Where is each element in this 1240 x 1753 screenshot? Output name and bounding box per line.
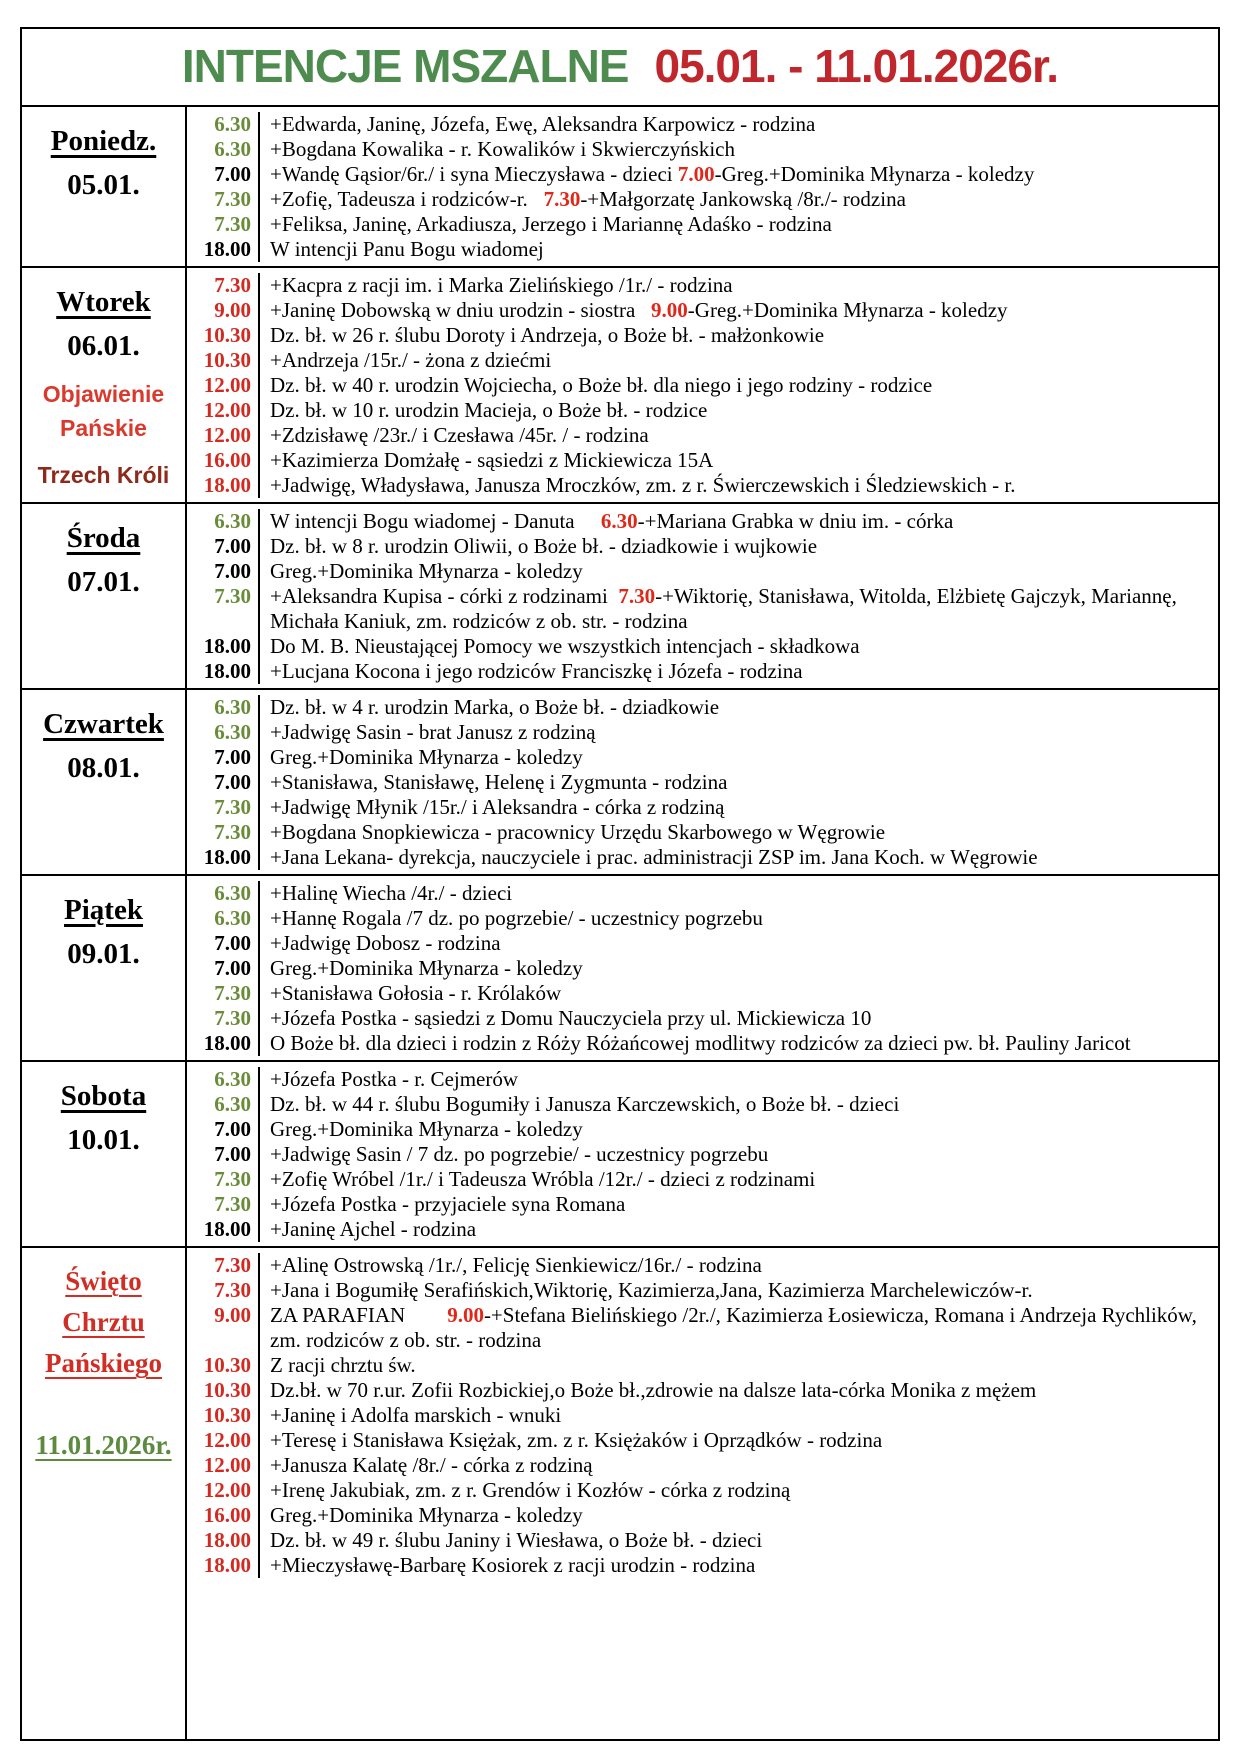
day-label — [22, 107, 187, 266]
day-label-line: Chrztu — [62, 1307, 145, 1338]
mass-intention-text — [260, 1428, 1218, 1453]
mass-time: 7.30 — [187, 1167, 260, 1192]
mass-intention-row — [187, 1067, 1218, 1092]
mass-intention-text — [260, 1528, 1218, 1553]
mass-intention-text — [260, 1478, 1218, 1503]
intention-segment: +Aleksandra Kupisa - córki z rodzinami — [270, 584, 619, 608]
mass-intention-text — [260, 1006, 1218, 1031]
mass-time: 7.30 — [187, 187, 260, 212]
day-label-line: 10.01. — [67, 1124, 140, 1157]
mass-intention-row — [187, 162, 1218, 187]
mass-intention-row — [187, 1503, 1218, 1528]
mass-time: 7.30 — [187, 1192, 260, 1217]
mass-time: 6.30 — [187, 1092, 260, 1117]
mass-intention-row — [187, 1553, 1218, 1578]
mass-intention-text — [260, 423, 1218, 448]
intention-segment: W intencji Bogu wiadomej - Danuta — [270, 509, 601, 533]
intention-segment: Do M. B. Nieustającej Pomocy we wszystkich intencjach - składkowa — [270, 634, 860, 658]
mass-time: 6.30 — [187, 509, 260, 534]
intention-segment: -+Stefana Bielińskiego /2r./, Kazimierza Łosiewicza, Romana i Andrzeja Rychlików, zm. rodziców z ob. str. - rodzina — [270, 1303, 1203, 1352]
intention-segment: -+Mariana Grabka w dniu im. - córka — [637, 509, 954, 533]
mass-intention-row — [187, 881, 1218, 906]
mass-time: 6.30 — [187, 112, 260, 137]
mass-intention-text — [260, 398, 1218, 423]
mass-time: 9.00 — [187, 298, 260, 323]
mass-intention-text — [260, 584, 1218, 634]
mass-intention-text — [260, 298, 1218, 323]
day-label-line: Piątek — [64, 894, 143, 926]
mass-time: 18.00 — [187, 473, 260, 498]
day-label — [22, 268, 187, 502]
mass-intention-text — [260, 1453, 1218, 1478]
intention-segment: +Jadwigę Sasin / 7 dz. po pogrzebie/ - uczestnicy pogrzebu — [270, 1142, 769, 1166]
mass-time: 12.00 — [187, 1478, 260, 1503]
intention-segment: -+Wiktorię, Stanisława, Witolda, Elżbietę Gajczyk, Mariannę, Michała Kaniuk, zm. rodziców z ob. str. - rodzina — [270, 584, 1183, 633]
day-label-line: 09.01. — [67, 938, 140, 971]
mass-intention-row — [187, 398, 1218, 423]
mass-intention-row — [187, 1278, 1218, 1303]
mass-intention-row — [187, 906, 1218, 931]
mass-time: 18.00 — [187, 634, 260, 659]
intention-segment: +Kazimierza Domżałę - sąsiedzi z Mickiewicza 15A — [270, 448, 714, 472]
day-label-line: Pańskiego — [44, 1348, 163, 1379]
mass-intention-text — [260, 695, 1218, 720]
intentions-list — [187, 1248, 1218, 1739]
intention-segment: Dz. bł. w 44 r. ślubu Bogumiły i Janusza Karczewskich, o Boże bł. - dzieci — [270, 1092, 900, 1116]
mass-intention-text — [260, 1553, 1218, 1578]
mass-time: 7.00 — [187, 1117, 260, 1142]
intention-segment: Dz. bł. w 4 r. urodzin Marka, o Boże bł. - dziadkowie — [270, 695, 720, 719]
mass-time: 6.30 — [187, 881, 260, 906]
day-label-line: 08.01. — [67, 752, 140, 785]
mass-intention-text — [260, 1142, 1218, 1167]
intention-segment: +Kacpra z racji im. i Marka Zielińskiego /1r./ - rodzina — [270, 273, 733, 297]
mass-intention-row — [187, 212, 1218, 237]
mass-time: 7.30 — [187, 1253, 260, 1278]
mass-intention-text — [260, 1067, 1218, 1092]
mass-intention-text — [260, 820, 1218, 845]
intention-segment: Dz. bł. w 49 r. ślubu Janiny i Wiesława, o Boże bł. - dzieci — [270, 1528, 763, 1552]
intention-segment: +Zofię, Tadeusza i rodziców-r. — [270, 187, 544, 211]
mass-time: 6.30 — [187, 695, 260, 720]
day-label-line: Święto — [65, 1266, 142, 1296]
inline-time-highlight: 7.30 — [618, 584, 656, 608]
intention-segment: -+Małgorzatę Jankowską /8r./- rodzina — [580, 187, 906, 211]
intention-segment: +Mieczysławę-Barbarę Kosiorek z racji urodzin - rodzina — [270, 1553, 756, 1577]
intention-segment: +Józefa Postka - sąsiedzi z Domu Nauczyciela przy ul. Mickiewicza 10 — [270, 1006, 872, 1030]
mass-intention-text — [260, 373, 1218, 398]
mass-intention-row — [187, 423, 1218, 448]
mass-intention-text — [260, 1303, 1218, 1353]
mass-intention-row — [187, 187, 1218, 212]
page-title: INTENCJE MSZALNE — [181, 40, 629, 92]
mass-intention-row — [187, 931, 1218, 956]
mass-intention-row — [187, 1006, 1218, 1031]
mass-intention-text — [260, 1378, 1218, 1403]
mass-time: 7.00 — [187, 745, 260, 770]
day-label — [22, 504, 187, 688]
intentions-list — [187, 1062, 1218, 1246]
mass-time: 7.00 — [187, 770, 260, 795]
mass-time: 7.30 — [187, 795, 260, 820]
mass-intention-text — [260, 720, 1218, 745]
mass-intention-row — [187, 1092, 1218, 1117]
mass-intention-row — [187, 1378, 1218, 1403]
mass-intention-row — [187, 534, 1218, 559]
mass-intention-text — [260, 1403, 1218, 1428]
mass-intention-row — [187, 1217, 1218, 1242]
mass-intention-text — [260, 1278, 1218, 1303]
mass-time: 9.00 — [187, 1303, 260, 1353]
intention-segment: -Greg.+Dominika Młynarza - koledzy — [687, 298, 1008, 322]
intention-segment: +Edwarda, Janinę, Józefa, Ewę, Aleksandra Karpowicz - rodzina — [270, 112, 816, 136]
intention-segment: ZA PARAFIAN — [270, 1303, 448, 1327]
mass-intention-text — [260, 559, 1218, 584]
mass-time: 7.30 — [187, 273, 260, 298]
intention-segment: Greg.+Dominika Młynarza - koledzy — [270, 559, 583, 583]
intention-segment: Greg.+Dominika Młynarza - koledzy — [270, 1503, 583, 1527]
mass-time: 6.30 — [187, 906, 260, 931]
inline-time-highlight: 9.00 — [651, 298, 688, 322]
mass-time: 10.30 — [187, 1353, 260, 1378]
mass-intention-row — [187, 981, 1218, 1006]
mass-intention-row — [187, 137, 1218, 162]
day-label — [22, 690, 187, 874]
mass-time: 7.00 — [187, 534, 260, 559]
mass-intention-text — [260, 237, 1218, 262]
mass-intention-row — [187, 373, 1218, 398]
mass-time: 6.30 — [187, 1067, 260, 1092]
mass-time: 16.00 — [187, 1503, 260, 1528]
intention-segment: Dz. bł. w 26 r. ślubu Doroty i Andrzeja, o Boże bł. - małżonkowie — [270, 323, 825, 347]
mass-intention-row — [187, 448, 1218, 473]
intention-segment: O Boże bł. dla dzieci i rodzin z Róży Różańcowej modlitwy rodziców za dzieci pw. bł. Pauliny Jaricot — [270, 1031, 1131, 1055]
mass-intention-row — [187, 509, 1218, 534]
inline-time-highlight: 7.30 — [543, 187, 581, 211]
intention-segment: +Jadwigę, Władysława, Janusza Mroczków, zm. z r. Świerczewskich i Śledziewskich - r. — [270, 473, 1016, 497]
mass-intention-text — [260, 1217, 1218, 1242]
mass-intention-row — [187, 720, 1218, 745]
day-label-line: Poniedz. — [50, 125, 157, 157]
mass-intention-row — [187, 845, 1218, 870]
intention-segment: +Wandę Gąsior/6r./ i syna Mieczysława - dzieci — [270, 162, 678, 186]
mass-time: 7.30 — [187, 584, 260, 634]
mass-intention-text — [260, 931, 1218, 956]
mass-time: 18.00 — [187, 1031, 260, 1056]
intentions-list — [187, 690, 1218, 874]
mass-intention-text — [260, 212, 1218, 237]
intention-segment: Dz. bł. w 10 r. urodzin Macieja, o Boże bł. - rodzice — [270, 398, 708, 422]
mass-intention-row — [187, 348, 1218, 373]
mass-intention-row — [187, 745, 1218, 770]
mass-intention-row — [187, 112, 1218, 137]
mass-time: 7.00 — [187, 559, 260, 584]
mass-intention-row — [187, 634, 1218, 659]
mass-intention-row — [187, 1478, 1218, 1503]
intention-segment: W intencji Panu Bogu wiadomej — [270, 237, 544, 261]
mass-time: 18.00 — [187, 1217, 260, 1242]
mass-intention-text — [260, 906, 1218, 931]
mass-intention-text — [260, 845, 1218, 870]
intention-segment: Greg.+Dominika Młynarza - koledzy — [270, 1117, 583, 1141]
mass-intention-text — [260, 137, 1218, 162]
intentions-list — [187, 504, 1218, 688]
mass-time: 7.00 — [187, 1142, 260, 1167]
mass-intention-row — [187, 659, 1218, 684]
mass-time: 7.30 — [187, 1278, 260, 1303]
day-section — [22, 107, 1218, 268]
schedule-table — [20, 27, 1220, 1741]
inline-time-highlight: 6.30 — [600, 509, 638, 533]
mass-time: 7.30 — [187, 820, 260, 845]
intention-segment: +Janinę i Adolfa marskich - wnuki — [270, 1403, 562, 1427]
day-label-line: Wtorek — [56, 286, 151, 318]
mass-time: 18.00 — [187, 1553, 260, 1578]
day-section — [22, 1248, 1218, 1739]
table-header — [22, 29, 1218, 107]
mass-intention-text — [260, 323, 1218, 348]
mass-intention-text — [260, 1192, 1218, 1217]
mass-intention-row — [187, 1528, 1218, 1553]
mass-intention-text — [260, 1031, 1218, 1056]
day-label — [22, 876, 187, 1060]
intention-segment: -Greg.+Dominika Młynarza - koledzy — [714, 162, 1035, 186]
mass-intention-text — [260, 187, 1218, 212]
mass-time: 6.30 — [187, 720, 260, 745]
mass-intention-text — [260, 448, 1218, 473]
intentions-list — [187, 268, 1218, 502]
day-section — [22, 690, 1218, 876]
mass-intention-row — [187, 273, 1218, 298]
intention-segment: +Feliksa, Janinę, Arkadiusza, Jerzego i Mariannę Adaśko - rodzina — [270, 212, 832, 236]
mass-intention-row — [187, 770, 1218, 795]
mass-intention-row — [187, 1428, 1218, 1453]
mass-intention-text — [260, 1167, 1218, 1192]
day-label-line: 07.01. — [67, 566, 140, 599]
mass-intention-text — [260, 659, 1218, 684]
mass-intention-row — [187, 1117, 1218, 1142]
intention-segment: +Teresę i Stanisława Księżak, zm. z r. Księżaków i Oprządków - rodzina — [270, 1428, 883, 1452]
intention-segment: +Jadwigę Sasin - brat Janusz z rodziną — [270, 720, 596, 744]
mass-time: 12.00 — [187, 373, 260, 398]
mass-intention-text — [260, 770, 1218, 795]
mass-intention-text — [260, 881, 1218, 906]
mass-time: 7.30 — [187, 1006, 260, 1031]
mass-time: 7.30 — [187, 212, 260, 237]
intention-segment: +Stanisława Gołosia - r. Królaków — [270, 981, 562, 1005]
mass-intention-text — [260, 509, 1218, 534]
mass-intention-text — [260, 112, 1218, 137]
mass-intention-row — [187, 298, 1218, 323]
day-label-line: 11.01.2026r. — [35, 1430, 172, 1461]
day-section — [22, 268, 1218, 504]
mass-intention-text — [260, 1503, 1218, 1528]
mass-intention-row — [187, 795, 1218, 820]
intention-segment: +Stanisława, Stanisławę, Helenę i Zygmunta - rodzina — [270, 770, 728, 794]
mass-time: 12.00 — [187, 423, 260, 448]
mass-time: 7.30 — [187, 981, 260, 1006]
mass-intention-row — [187, 1353, 1218, 1378]
mass-intention-row — [187, 1192, 1218, 1217]
mass-time: 12.00 — [187, 398, 260, 423]
mass-intention-row — [187, 1453, 1218, 1478]
intention-segment: Dz.bł. w 70 r.ur. Zofii Rozbickiej,o Boże bł.,zdrowie na dalsze lata-córka Monika z mężem — [270, 1378, 1037, 1402]
intention-segment: +Józefa Postka - r. Cejmerów — [270, 1067, 519, 1091]
day-label-line: Objawienie — [42, 380, 165, 407]
mass-intention-text — [260, 1253, 1218, 1278]
mass-intention-row — [187, 473, 1218, 498]
mass-time: 7.00 — [187, 162, 260, 187]
mass-time: 18.00 — [187, 237, 260, 262]
mass-intention-text — [260, 795, 1218, 820]
intention-segment: +Jana Lekana- dyrekcja, nauczyciele i prac. administracji ZSP im. Jana Koch. w Węgrowie — [270, 845, 1038, 869]
mass-intention-text — [260, 534, 1218, 559]
mass-intention-row — [187, 1253, 1218, 1278]
mass-intention-text — [260, 348, 1218, 373]
intention-segment: +Janusza Kalatę /8r./ - córka z rodziną — [270, 1453, 593, 1477]
mass-intention-text — [260, 956, 1218, 981]
intention-segment: +Bogdana Snopkiewicza - pracownicy Urzędu Skarbowego w Węgrowie — [270, 820, 886, 844]
mass-time: 18.00 — [187, 659, 260, 684]
mass-intention-text — [260, 273, 1218, 298]
mass-intention-row — [187, 1303, 1218, 1353]
mass-time: 7.00 — [187, 956, 260, 981]
intention-segment: +Jadwigę Dobosz - rodzina — [270, 931, 501, 955]
mass-time: 10.30 — [187, 1378, 260, 1403]
intention-segment: Greg.+Dominika Młynarza - koledzy — [270, 745, 583, 769]
date-range: 05.01. - 11.01.2026r. — [654, 40, 1059, 92]
mass-intention-row — [187, 1142, 1218, 1167]
mass-intention-text — [260, 1353, 1218, 1378]
day-label-line: Środa — [66, 522, 141, 554]
mass-intention-row — [187, 1403, 1218, 1428]
mass-intention-row — [187, 323, 1218, 348]
day-label-line: Czwartek — [43, 708, 164, 740]
intentions-list — [187, 876, 1218, 1060]
mass-intention-row — [187, 584, 1218, 634]
intention-segment: +Józefa Postka - przyjaciele syna Romana — [270, 1192, 626, 1216]
intention-segment: Greg.+Dominika Młynarza - koledzy — [270, 956, 583, 980]
intention-segment: +Jana i Bogumiłę Serafińskich,Wiktorię, Kazimierza,Jana, Kazimierza Marchelewiczów-r. — [270, 1278, 1033, 1302]
day-label-line: Trzech Króli — [37, 461, 170, 488]
day-label-line: Pańskie — [60, 415, 147, 441]
day-sections — [22, 107, 1218, 1739]
mass-intention-row — [187, 820, 1218, 845]
intention-segment: +Hannę Rogala /7 dz. po pogrzebie/ - uczestnicy pogrzebu — [270, 906, 763, 930]
intention-segment: +Halinę Wiecha /4r./ - dzieci — [270, 881, 513, 905]
mass-time: 12.00 — [187, 1428, 260, 1453]
mass-time: 18.00 — [187, 1528, 260, 1553]
intention-segment: +Jadwigę Młynik /15r./ i Aleksandra - córka z rodziną — [270, 795, 725, 819]
day-label-line: 05.01. — [67, 169, 140, 202]
mass-time: 18.00 — [187, 845, 260, 870]
day-label-line: 06.01. — [67, 330, 140, 363]
intention-segment: +Lucjana Kocona i jego rodziców Franciszkę i Józefa - rodzina — [270, 659, 803, 683]
day-section — [22, 876, 1218, 1062]
day-section — [22, 504, 1218, 690]
mass-intention-row — [187, 956, 1218, 981]
mass-intention-row — [187, 237, 1218, 262]
intention-segment: +Janinę Ajchel - rodzina — [270, 1217, 477, 1241]
mass-intention-row — [187, 559, 1218, 584]
day-label — [22, 1248, 187, 1739]
mass-intention-row — [187, 1031, 1218, 1056]
intention-segment: Dz. bł. w 8 r. urodzin Oliwii, o Boże bł. - dziadkowie i wujkowie — [270, 534, 818, 558]
mass-time: 12.00 — [187, 1453, 260, 1478]
day-label — [22, 1062, 187, 1246]
mass-time: 10.30 — [187, 1403, 260, 1428]
intention-segment: +Bogdana Kowalika - r. Kowalików i Skwierczyńskich — [270, 137, 735, 161]
mass-intention-text — [260, 634, 1218, 659]
mass-time: 16.00 — [187, 448, 260, 473]
mass-intention-text — [260, 473, 1218, 498]
intention-segment: +Andrzeja /15r./ - żona z dziećmi — [270, 348, 552, 372]
intention-segment: Dz. bł. w 40 r. urodzin Wojciecha, o Boże bł. dla niego i jego rodziny - rodzice — [270, 373, 933, 397]
day-section — [22, 1062, 1218, 1248]
mass-intention-text — [260, 1117, 1218, 1142]
mass-time: 7.00 — [187, 931, 260, 956]
intention-segment: Z racji chrztu św. — [270, 1353, 416, 1377]
intentions-list — [187, 107, 1218, 266]
intention-segment: +Zdzisławę /23r./ i Czesława /45r. / - rodzina — [270, 423, 649, 447]
mass-intention-text — [260, 745, 1218, 770]
mass-intention-text — [260, 1092, 1218, 1117]
mass-intention-text — [260, 981, 1218, 1006]
mass-time: 10.30 — [187, 323, 260, 348]
mass-intention-row — [187, 695, 1218, 720]
intention-segment: +Zofię Wróbel /1r./ i Tadeusza Wróbla /12r./ - dzieci z rodzinami — [270, 1167, 816, 1191]
day-label-line: Sobota — [60, 1080, 147, 1112]
inline-time-highlight: 9.00 — [447, 1303, 484, 1327]
mass-intention-text — [260, 162, 1218, 187]
mass-intention-row — [187, 1167, 1218, 1192]
intention-segment: +Janinę Dobowską w dniu urodzin - siostra — [270, 298, 652, 322]
inline-time-highlight: 7.00 — [677, 162, 715, 186]
intention-segment: +Alinę Ostrowską /1r./, Felicję Sienkiewicz/16r./ - rodzina — [270, 1253, 762, 1277]
mass-time: 10.30 — [187, 348, 260, 373]
intention-segment: +Irenę Jakubiak, zm. z r. Grendów i Kozłów - córka z rodziną — [270, 1478, 791, 1502]
mass-time: 6.30 — [187, 137, 260, 162]
